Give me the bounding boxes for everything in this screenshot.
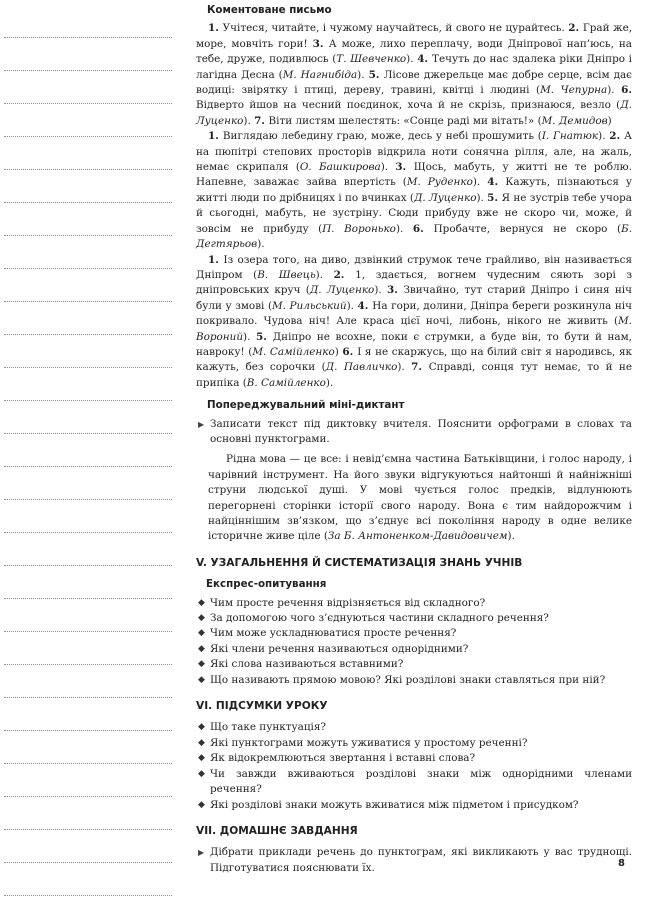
author-name: М. Самійленко <box>252 345 335 358</box>
bullet-icon: ◆ <box>198 659 205 670</box>
question-item <box>196 720 632 735</box>
bullet-icon: ◆ <box>198 722 205 733</box>
sentence-text: ) <box>334 345 343 358</box>
margin-note-line <box>4 631 172 632</box>
sentence-text: 1, здається, вогнем чудесним сяють зорі з дніпровських круч ( <box>196 268 633 297</box>
author-name: Д. Луценко <box>413 191 477 204</box>
margin-note-line <box>4 565 172 566</box>
bullet-icon: ◆ <box>198 768 205 779</box>
express-questions-list <box>196 596 632 688</box>
margin-note-line <box>4 598 172 599</box>
homework-task-text: Дібрати приклади речень до пунктограм, які викликають у вас труднощі. Підготуватися пояснювати їх. <box>210 846 632 874</box>
question-text: Які слова називаються вставними? <box>210 658 404 671</box>
sentence-text: Я не зустрів тебе учора й сьогодні, мабуть, не зустріну. Сюди прибуду вже не скоро чи, може, й зовсім не прибуду ( <box>196 191 632 235</box>
author-name: Т. Шевченко <box>336 53 407 66</box>
margin-note-line <box>4 235 172 236</box>
author-name: Д. Павличко <box>325 361 398 374</box>
sentence-text: Виглядаю лебедину граю, може, десь у небі прошумить ( <box>222 130 542 143</box>
sentence-text: На гори, долини, Дніпра береги розкинула ніч покривало. Чудова ніч! Але краса цієї ночі, либонь, нікого не живить ( <box>196 299 632 328</box>
margin-note-line <box>4 334 172 335</box>
question-item <box>196 798 632 813</box>
sentence-number: 6. <box>342 345 358 358</box>
dictation-text <box>208 452 632 544</box>
question-item <box>196 642 632 657</box>
margin-note-line <box>4 895 172 896</box>
sentence-number: 1. <box>208 253 224 266</box>
sentence-number: 3. <box>312 37 329 50</box>
author-name: В. Самійленко <box>246 376 326 389</box>
page-number: 8 <box>618 858 625 869</box>
sentence-number: 4. <box>357 299 373 312</box>
sentence-text: Відверто йшов на чесний поєдинок, хоча й не скрізь, признаюся, везло ( <box>196 99 621 112</box>
sentence-number: 6. <box>621 84 632 97</box>
margin-note-line <box>4 70 172 71</box>
author-name: М. Рильський <box>272 299 347 312</box>
sentence-number: 7. <box>411 361 429 374</box>
sentence-text: Кажуть, пізнаються у житті люди по дрібницях і по вчинках ( <box>196 176 632 204</box>
sentence-text: Щось, мабуть, у житті не те роблю. Напевне, заважає зайва впертість ( <box>196 161 632 189</box>
sentence-text: Дніпро не всохне, поки є струмки, а буде він, то бути й нам, навроку! ( <box>196 330 632 358</box>
sentence-text: ). <box>607 84 622 97</box>
question-item <box>196 673 632 688</box>
sentence-text: ). <box>598 130 610 143</box>
bullet-icon: ◆ <box>198 737 205 748</box>
sentence-number: 7. <box>254 114 269 127</box>
question-item <box>196 657 632 672</box>
question-text: Що таке пунктуація? <box>210 721 326 734</box>
sentence-text: ). <box>395 222 413 235</box>
sentence-number: 1. <box>208 22 223 35</box>
sentence-text: ). <box>476 191 488 204</box>
sentence-text: ). <box>346 299 358 312</box>
margin-note-line <box>4 433 172 434</box>
bullet-icon: ◆ <box>198 799 205 810</box>
question-text: Що називають прямою мовою? Які розділові знаки ставляться при ній? <box>210 673 606 686</box>
margin-note-line <box>4 136 172 137</box>
notes-margin <box>0 0 178 900</box>
margin-note-line <box>4 499 172 500</box>
exercise-paragraph <box>196 129 632 252</box>
sentence-text: ). <box>374 284 387 297</box>
sentence-number: 2. <box>568 22 583 35</box>
bullet-icon: ◆ <box>198 628 205 639</box>
question-text: Чим просте речення відрізняється від складного? <box>210 596 486 609</box>
bullet-icon: ◆ <box>198 643 205 654</box>
margin-note-line <box>4 301 172 302</box>
margin-note-line <box>4 862 172 863</box>
sentence-text: Рідна мова — це все: і невід’ємна частина Батьківщини, і голос народу, і чарівний інструмент. На його звуки відгукуються найтонші й найніжніші струни людської душі. У мові чується голос предків, відлунюють перегорнені сторінки історії свого народу. Вона є тим найдорожчим і найціннішим зв’язком, що з’єднує всі покоління народу в одне велике історичне живе ціле ( <box>208 453 632 543</box>
sentence-text: ). <box>397 361 412 374</box>
author-name: Д. Луценко <box>196 99 632 127</box>
question-item <box>196 611 632 626</box>
sentence-number: 1. <box>208 130 223 143</box>
margin-note-line <box>4 697 172 698</box>
question-text: Які члени речення називаються однорідними? <box>210 642 469 655</box>
bullet-icon: ◆ <box>198 613 205 624</box>
author-name: М. Чепурна <box>540 84 608 97</box>
task-arrow-icon: ▶ <box>198 848 205 858</box>
sentence-text: ). <box>243 114 255 127</box>
author-name: За Б. Антоненком-Давидовичем <box>327 530 508 543</box>
question-text: Які розділові знаки можуть вживатися між підметом і присудком? <box>210 798 579 811</box>
question-text: Чи завжди вживаються розділові знаки між однорідними членами речення? <box>210 767 632 796</box>
margin-note-line <box>4 103 172 104</box>
sentence-text: Пробачте, вернуся не скоро ( <box>433 222 622 235</box>
sentence-text: ). <box>507 530 515 543</box>
author-name: Б. Дегтярьов <box>196 222 633 251</box>
margin-note-line <box>4 367 172 368</box>
sentence-number: 3. <box>395 161 414 174</box>
section-heading-vi: VI. ПІДСУМКИ УРОКУ <box>196 700 328 713</box>
homework-task <box>196 845 632 876</box>
section-heading-v: V. УЗАГАЛЬНЕННЯ Й СИСТЕМАТИЗАЦІЯ ЗНАНЬ УЧНІВ <box>196 556 523 569</box>
task-arrow-icon: ▶ <box>198 419 205 429</box>
sentence-text: Учітеся, читайте, і чужому научайтесь, й свого не цурайтесь. <box>222 22 569 35</box>
sentence-number: 5. <box>255 330 273 343</box>
author-name: М. Руденко <box>406 176 473 189</box>
page-content <box>196 1 632 881</box>
sentence-number: 2. <box>333 268 356 281</box>
sentence-number: 2. <box>609 130 625 143</box>
margin-note-line <box>4 268 172 269</box>
sentence-text: ) <box>607 114 612 127</box>
margin-note-line <box>4 466 172 467</box>
author-name: В. Швець <box>257 268 316 281</box>
author-name: М. Нагнибіда <box>282 68 358 81</box>
sentence-text: Справді, сонця тут немає, то й не припіка ( <box>196 361 632 389</box>
sentence-text: ). <box>257 238 265 251</box>
sentence-text: Течуть до нас здалека ріки Дніпро і лагідна Десна ( <box>196 53 633 81</box>
dictation-task <box>196 417 632 448</box>
sentence-text: ). <box>243 330 256 343</box>
komentovane-paragraphs <box>196 21 632 391</box>
question-item <box>196 751 632 766</box>
question-text: Як відокремлюються звертання і вставні слова? <box>210 752 476 765</box>
sentence-text: ). <box>406 53 418 66</box>
dictation-task-text: Записати текст під диктовку вчителя. Пояснити орфограми в словах та основні пунктограми. <box>210 417 632 445</box>
author-name: М. Демидов <box>541 114 608 127</box>
margin-note-line <box>4 829 172 830</box>
author-name: О. Башкирова <box>299 161 381 174</box>
summary-questions-list <box>196 720 632 812</box>
margin-note-line <box>4 532 172 533</box>
sentence-number: 5. <box>487 191 502 204</box>
sentence-text: Грай же, море, мовчіть гори! <box>196 22 633 50</box>
sentence-text: ). <box>315 268 334 281</box>
section-heading-komentovane: Коментоване письмо <box>207 4 332 16</box>
question-item <box>196 767 632 798</box>
subheading-express: Експрес-опитування <box>206 578 327 591</box>
section-heading-dictation: Попереджувальний міні-диктант <box>207 399 405 412</box>
margin-note-line <box>4 37 172 38</box>
bullet-icon: ◆ <box>198 753 205 764</box>
sentence-number: 6. <box>412 222 434 235</box>
sentence-text: Віти листям шелестять: «Сонце раді ми вітать!» ( <box>268 114 542 127</box>
sentence-text: ). <box>472 176 488 189</box>
margin-note-line <box>4 400 172 401</box>
author-name: П. Воронько <box>322 222 396 235</box>
question-item <box>196 626 632 641</box>
exercise-paragraph <box>196 21 632 129</box>
section-heading-vii: VII. ДОМАШНЄ ЗАВДАННЯ <box>196 824 358 837</box>
bullet-icon: ◆ <box>198 674 205 685</box>
question-text: Які пунктограми можуть уживатися у простому реченні? <box>210 736 528 749</box>
sentence-text: Звичайно, тут старий Дніпро і синя ніч були у змові ( <box>196 284 632 312</box>
sentence-text: ). <box>325 376 334 389</box>
question-item <box>196 736 632 751</box>
sentence-number: 4. <box>487 176 506 189</box>
question-item <box>196 596 632 611</box>
sentence-text: А може, лихо переплачу, води Дніпрової нап’юсь, на тебе, друже, подивлюсь ( <box>196 37 632 66</box>
author-name: М. Вороний <box>196 315 632 343</box>
sentence-text: ). <box>357 68 369 81</box>
margin-note-line <box>4 202 172 203</box>
question-text: Чим може ускладнюватися просте речення? <box>210 627 457 640</box>
sentence-text: А на пюпітрі степових просторів відкрила ноти сонячна рілля, але, на жаль, немає скрипаля ( <box>196 130 632 174</box>
bullet-icon: ◆ <box>198 597 205 608</box>
margin-note-line <box>4 664 172 665</box>
author-name: Д. Луценко <box>309 284 375 297</box>
sentence-number: 5. <box>368 68 384 81</box>
margin-note-line <box>4 169 172 170</box>
author-name: І. Гнатюк <box>541 130 599 143</box>
margin-note-line <box>4 796 172 797</box>
sentence-text: І я не скаржусь, що на білий світ я народивсь, як кажуть, без сорочки ( <box>196 345 633 374</box>
sentence-text: Лісове джерельце має добре серце, всім дає водиці: звіряткy і птиці, дереву, травині, квітці і людині ( <box>196 68 632 97</box>
margin-note-line <box>4 730 172 731</box>
sentence-text: Із озера того, на диво, дзвінкий струмок тече грайливо, він називається Дніпром ( <box>196 253 632 281</box>
margin-note-line <box>4 763 172 764</box>
question-text: За допомогою чого з’єднуються частини складного речення? <box>210 612 549 625</box>
exercise-paragraph <box>196 253 632 392</box>
sentence-number: 4. <box>417 53 433 66</box>
sentence-text: ). <box>380 161 396 174</box>
sentence-number: 3. <box>386 284 404 297</box>
